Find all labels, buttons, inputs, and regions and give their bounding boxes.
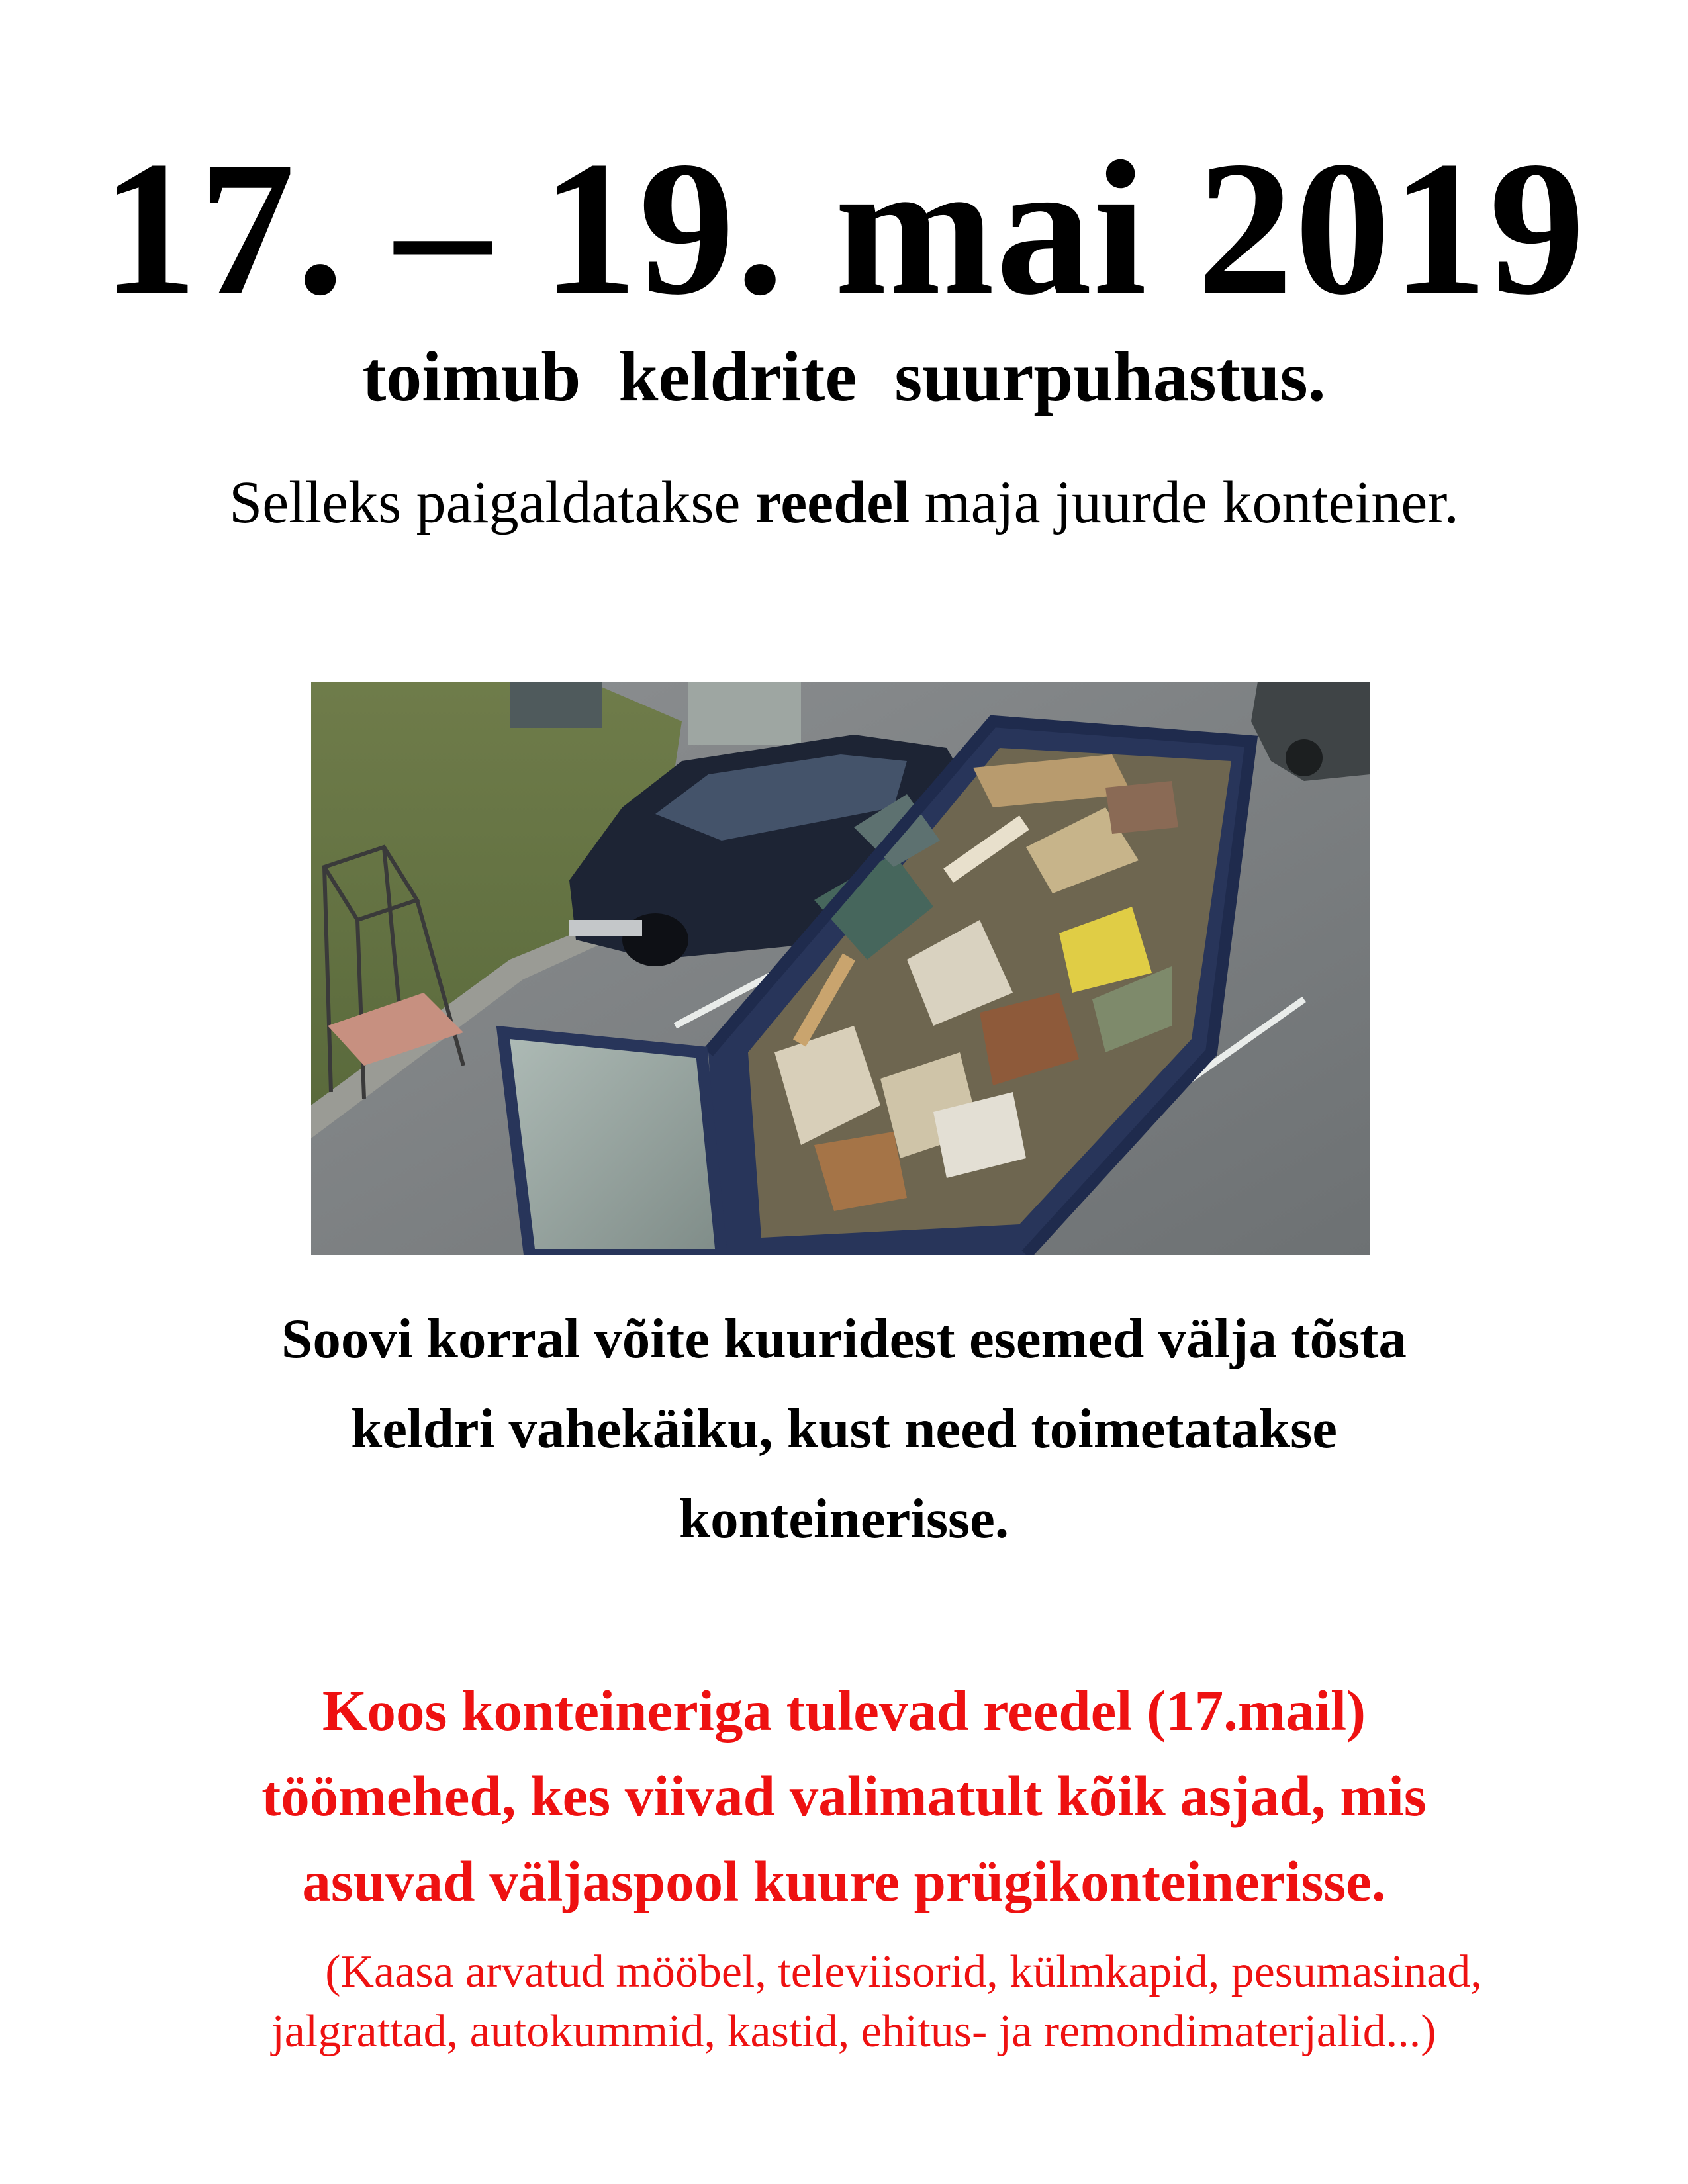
intro-text-bold-day: reedel bbox=[755, 470, 910, 535]
warning-text bbox=[66, 1668, 1622, 1924]
headline-date: 17. – 19. mai 2019 bbox=[101, 122, 1587, 334]
intro-text-start: Selleks paigaldatakse bbox=[229, 470, 755, 535]
included-items-text bbox=[106, 1942, 1628, 2062]
note-line: keldri vahekäiku, kust need toimetatakse bbox=[351, 1398, 1337, 1460]
intro-text-end: maja juurde konteiner. bbox=[910, 470, 1459, 535]
note-text bbox=[99, 1294, 1589, 1564]
note-line: konteinerisse. bbox=[679, 1488, 1009, 1550]
warning-line: asuvad väljaspool kuure prügikonteinerisse. bbox=[302, 1849, 1386, 1913]
included-items-line: jalgrattad, autokummid, kastid, ehitus- ja remondimaterjalid...) bbox=[271, 2006, 1436, 2057]
container-photo bbox=[311, 682, 1370, 1255]
included-items-line: (Kaasa arvatud mööbel, televiisorid, külmkapid, pesumasinad, bbox=[325, 1946, 1482, 1997]
note-line: Soovi korral võite kuuridest esemed välja tõsta bbox=[281, 1308, 1407, 1370]
warning-line: Koos konteineriga tulevad reedel (17.mail) bbox=[322, 1678, 1366, 1743]
subheadline: toimub keldrite suurpuhastus. bbox=[362, 338, 1326, 416]
intro-text bbox=[0, 467, 1688, 539]
warning-line: töömehed, kes viivad valimatult kõik asjad, mis bbox=[261, 1764, 1427, 1828]
